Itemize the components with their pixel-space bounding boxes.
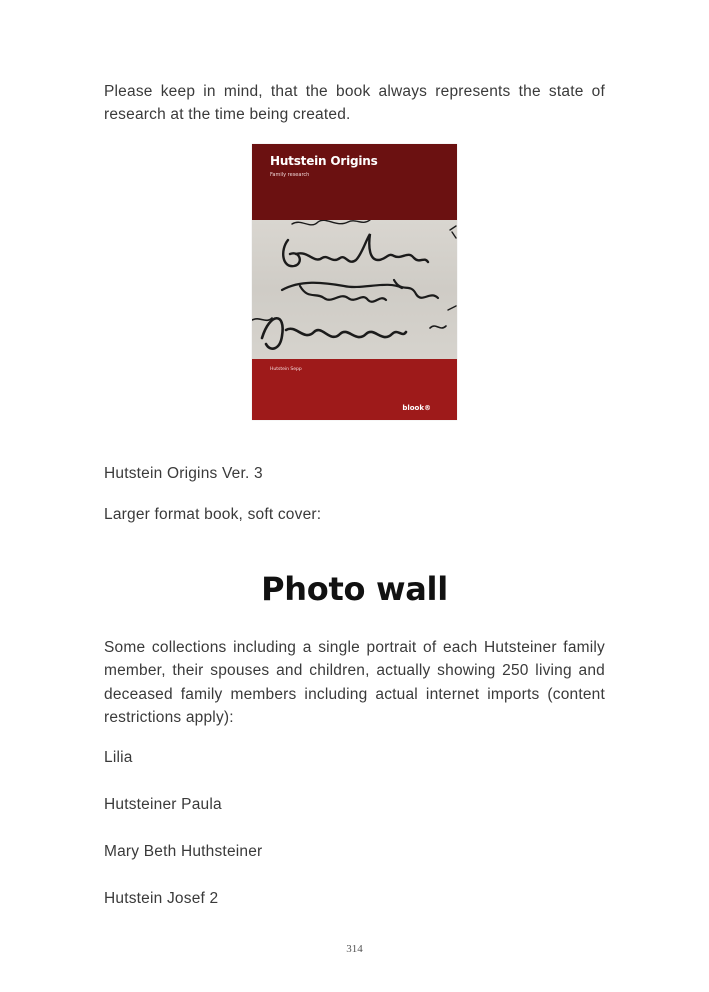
cover-handwriting-image	[252, 220, 457, 359]
cover-bottom-band	[252, 359, 457, 420]
cover-top-band	[252, 144, 457, 220]
collection-item-hutsteiner-paula: Hutsteiner Paula	[104, 796, 222, 813]
collection-item-hutstein-josef: Hutstein Josef 2	[104, 890, 219, 907]
cover-title: Hutstein Origins	[270, 154, 378, 168]
book-cover-image	[252, 144, 457, 420]
section-heading: Photo wall	[261, 570, 448, 608]
section-paragraph: Some collections including a single portrait of each Hutsteiner family member, their spouses and children, actually showing 250 living and deceased family members including actual internet imports (content restrictions apply):	[104, 639, 605, 726]
cover-publisher-logo: blook®	[402, 404, 431, 412]
book-caption: Hutstein Origins Ver. 3	[104, 465, 263, 482]
book-format: Larger format book, soft cover:	[104, 506, 322, 523]
cover-author: Hutstein Sepp	[270, 367, 302, 372]
cover-subtitle: Family research	[270, 172, 310, 178]
page-number: 314	[346, 943, 363, 955]
collection-item-mary-beth: Mary Beth Huthsteiner	[104, 843, 263, 860]
collection-item-lilia: Lilia	[104, 749, 133, 766]
intro-paragraph: Please keep in mind, that the book always represents the state of research at the time being created.	[104, 83, 605, 124]
handwriting-illustration	[252, 220, 457, 359]
